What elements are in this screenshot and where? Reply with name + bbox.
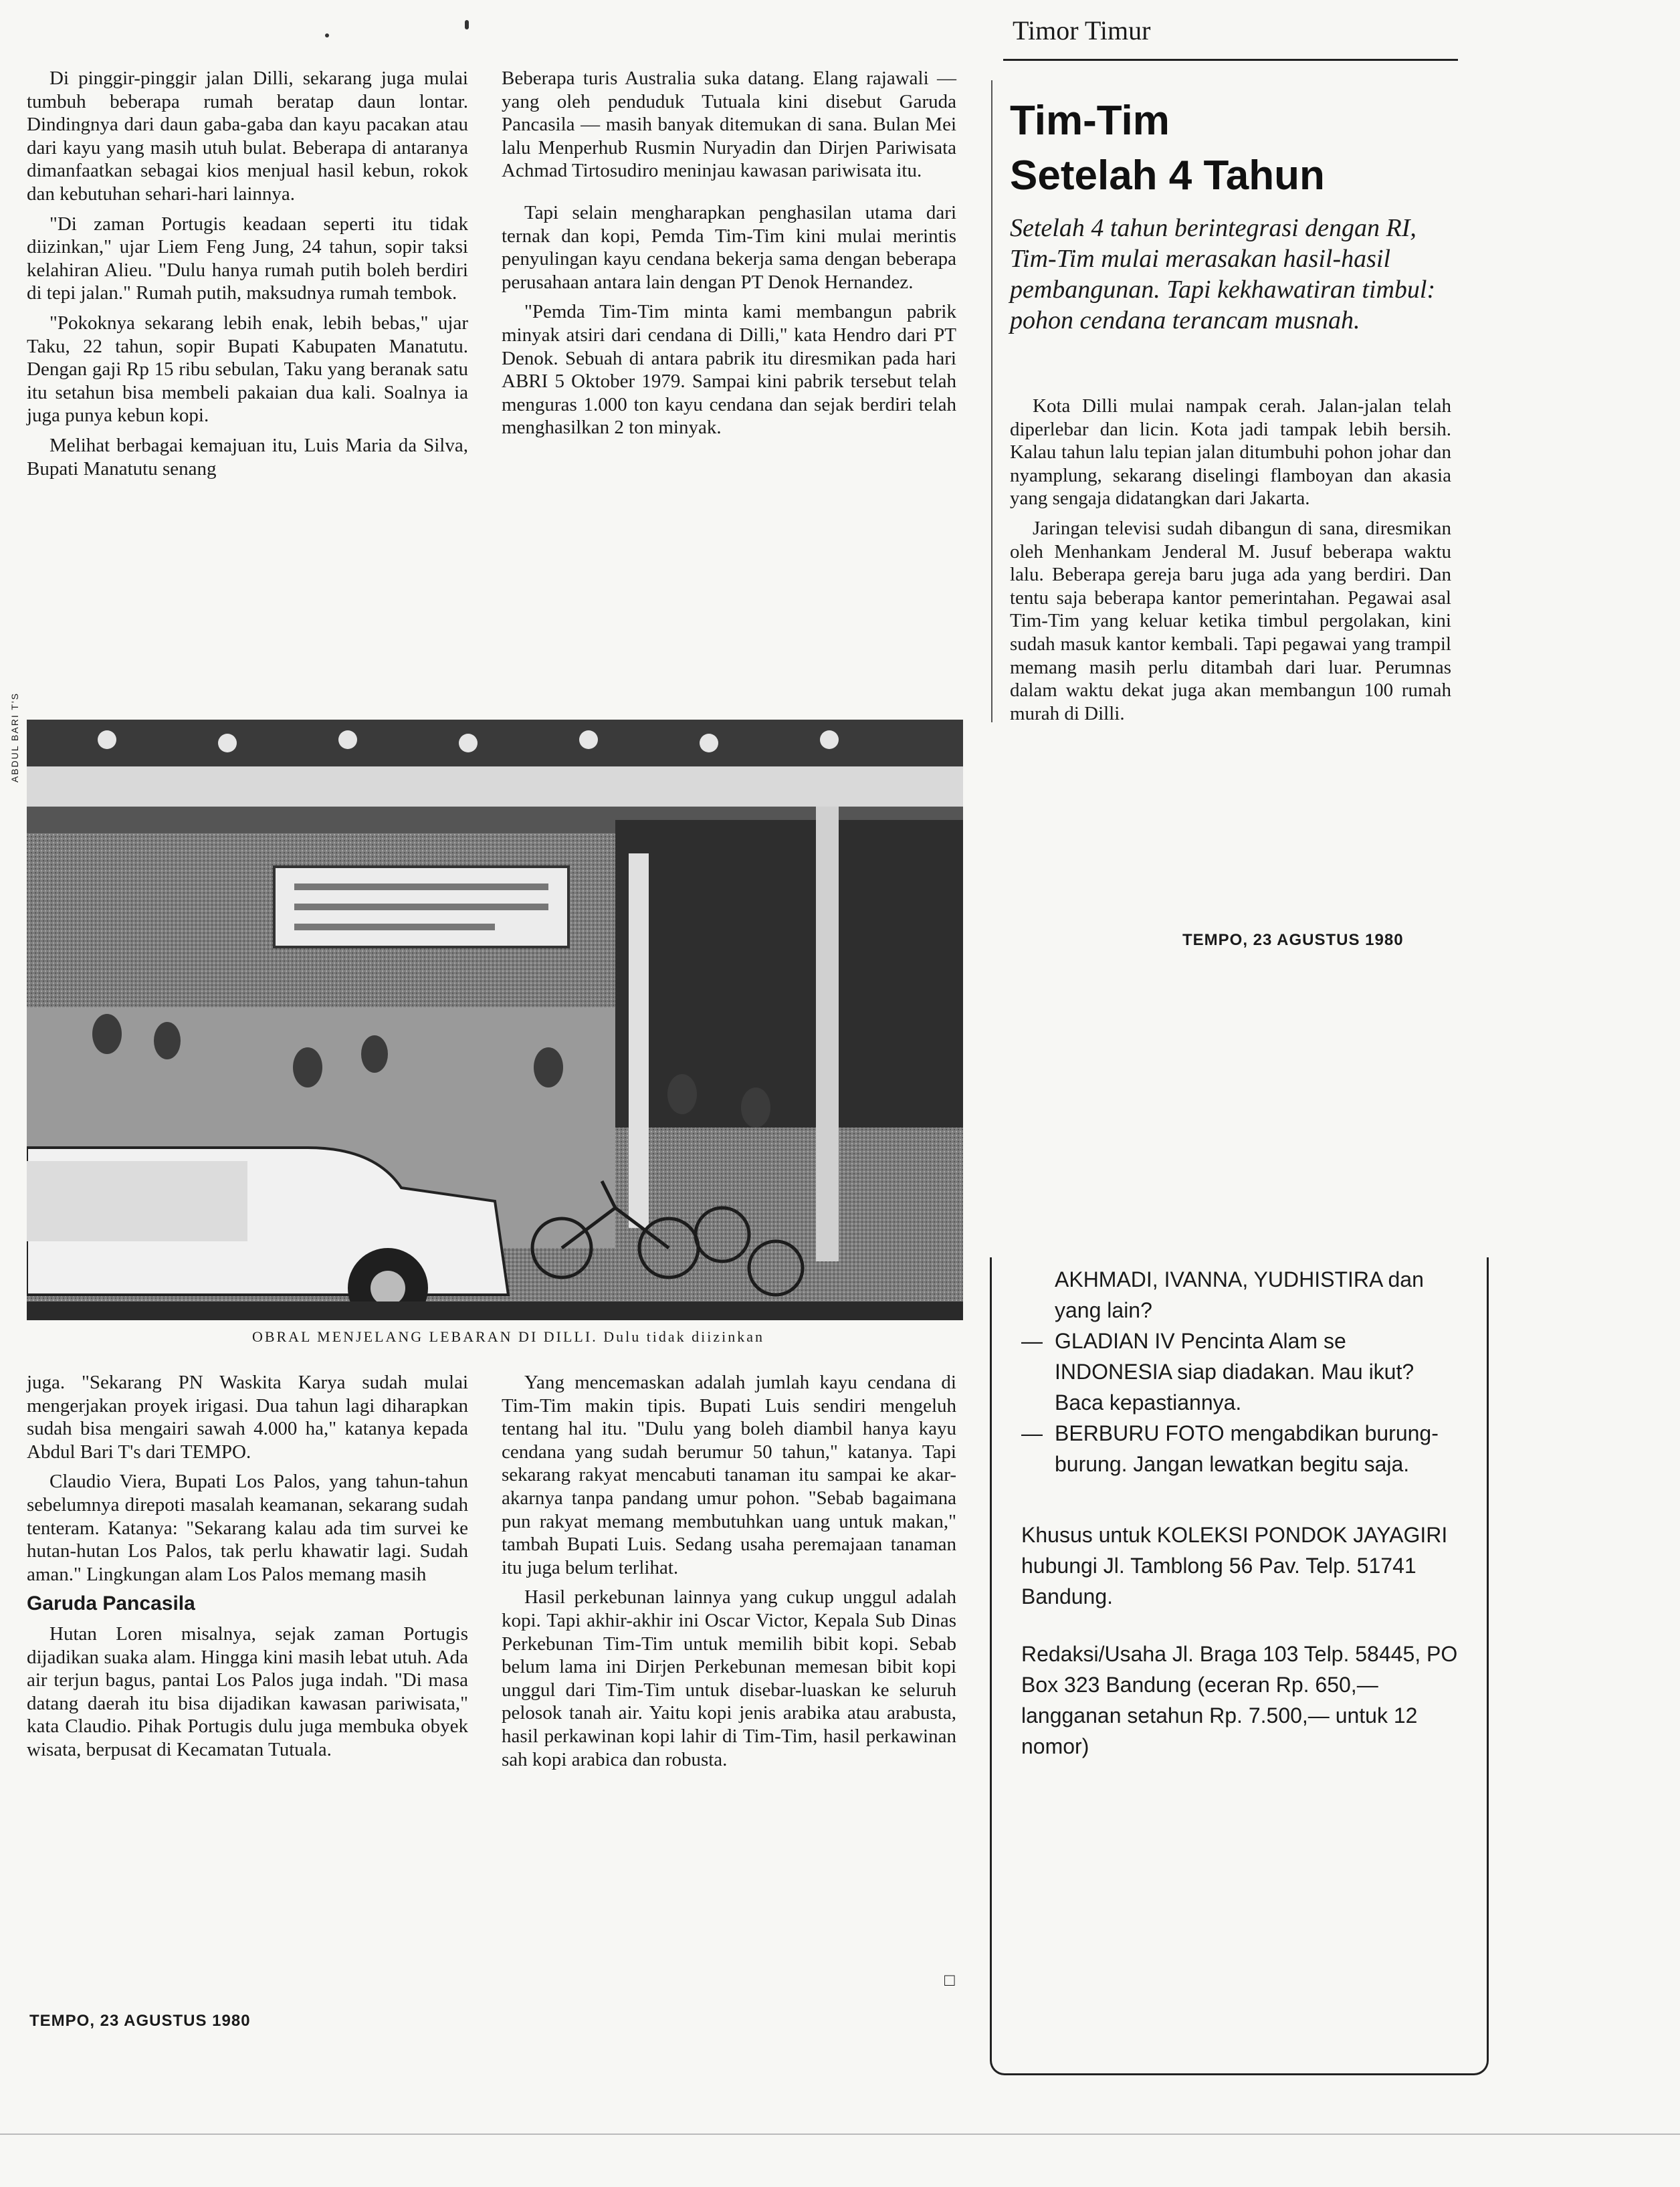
- section-title: Timor Timur: [1013, 15, 1151, 45]
- column-rule: [991, 80, 992, 722]
- paragraph: Hutan Loren misalnya, sejak zaman Portugis dijadikan suaka alam. Hingga kini masih lebat utuh. Ada air terjun bagus, pantai Los Palos juga indah. "Di masa datang daerah itu bisa dijadikan kawasan pariwisata," kata Claudio. Pihak Portugis dulu juga membuka obyek wisata, berpusat di Kecamatan Tutuala.: [27, 1623, 468, 1760]
- fold-line: [0, 2133, 1680, 2135]
- dash-bullet: —: [1021, 1421, 1043, 1445]
- paragraph: Tapi selain mengharapkan penghasilan utama dari ternak dan kopi, Pemda Tim-Tim kini mulai merintis penyulingan kayu cendana bekerja sama dengan beberapa perusahaan antara lain dengan PT Denok Hernandez.: [502, 201, 956, 293]
- lead-paragraph: Setelah 4 tahun berintegrasi dengan RI, Tim-Tim mulai merasakan hasil-hasil pembangunan. Tapi kekhawatiran timbul: pohon cendana terancam musnah.: [1010, 214, 1436, 334]
- end-mark: □: [944, 1970, 955, 1990]
- ad-contact: Khusus untuk KOLEKSI PONDOK JAYAGIRI hubungi Jl. Tamblong 56 Pav. Telp. 51741 Bandung.: [1021, 1523, 1448, 1608]
- paragraph: Yang mencemaskan adalah jumlah kayu cendana di Tim-Tim makin tipis. Bupati Luis sendiri mengeluh tentang hal itu. "Dulu yang boleh diambil hanya kayu cendana yang sudah berumur 50 tahun," katanya. Tapi sekarang rakyat mencabuti tanaman itu sampai ke akar-akarnya tanpa pandang umur pohon. "Sebab bagaimana pun rakyat memang membutuhkan uang untuk makan," tambah Bupati Luis. Sedang usaha peremajaan tanaman itu juga belum terlihat.: [502, 1372, 956, 1578]
- paragraph: juga. "Sekarang PN Waskita Karya sudah mulai mengerjakan proyek irigasi. Dua tahun lagi diharapkan sudah bisa mengairi sawah 4.000 ha," katanya kepada Abdul Bari T's dari TEMPO.: [27, 1372, 468, 1463]
- headline: [1010, 94, 1438, 203]
- paragraph: "Di zaman Portugis keadaan seperti itu tidak diizinkan," ujar Liem Feng Jung, 24 tahun, sopir taksi kelahiran Alieu. "Dulu hanya rumah putih boleh berdiri di tepi jalan." Rumah putih, maksudnya rumah tembok.: [27, 213, 468, 304]
- news-photo: [27, 720, 963, 1320]
- paragraph: "Pokoknya sekarang lebih enak, lebih bebas," ujar Taku, 22 tahun, sopir Bupati Kabupaten Manatutu. Dengan gaji Rp 15 ribu sebulan, Taku yang beranak satu itu setahun bisa membeli pakaian dua kali. Soalnya ia juga punya kebun kopi.: [27, 312, 468, 427]
- column-1-top: [27, 67, 468, 487]
- paragraph: "Pemda Tim-Tim minta kami membangun pabrik minyak atsiri dari cendana di Dilli," kata Hendro dari PT Denok. Sebuah di antara pabrik itu diresmikan pada hari ABRI 5 Oktober 1979. Sampai kini pabrik tersebut telah menguras 1.000 ton kayu cendana dan sejak berdiri telah menghasilkan 2 ton minyak.: [502, 301, 956, 439]
- photo-caption: OBRAL MENJELANG LEBARAN DI DILLI. Dulu tidak diizinkan: [251, 1328, 765, 1345]
- ad-content: [1021, 1264, 1463, 1762]
- print-speck: [465, 20, 469, 29]
- print-speck: [325, 33, 329, 37]
- section-rule: [1003, 59, 1458, 61]
- subheading: Garuda Pancasila: [27, 1592, 195, 1615]
- paragraph: Hasil perkebunan lainnya yang cukup unggul adalah kopi. Tapi akhir-akhir ini Oscar Victor, Kepala Sub Dinas Perkebunan Tim-Tim untuk memilih bibit kopi. Sebab belum lama ini Dirjen Perkebunan memesan bibit kopi unggul dari Tim-Tim untuk disebar-luaskan ke seluruh pelosok tanah air. Yaitu kopi jenis arabika atau arabusta, hasil perkawinan kopi lahir di Tim-Tim, hasil perkawinan sah kopi arabica dan robusta.: [502, 1586, 956, 1770]
- column-1-bottom: [27, 1371, 468, 1768]
- column-2-bottom: [502, 1371, 956, 1778]
- paragraph: Jaringan televisi sudah dibangun di sana, diresmikan oleh Menhankam Jenderal M. Jusuf beberapa waktu lalu. Beberapa gereja baru juga ada yang berdiri. Dan tentu saja beberapa kantor pemerintahan. Pegawai asal Tim-Tim yang keluar ketika timbul pergolakan, kini sudah masuk kantor kembali. Tapi pegawai yang trampil memang masih perlu ditambah dari luar. Perumnas dalam waktu dekat juga akan membangun 100 rumah murah di Dilli.: [1010, 517, 1451, 724]
- paragraph: Di pinggir-pinggir jalan Dilli, sekarang juga mulai tumbuh beberapa rumah beratap daun lontar. Dindingnya dari daun gaba-gaba dan kayu pacakan atau dari kayu yang masih utuh bulat. Beberapa di antaranya dimanfaatkan sebagai kios menjual hasil kebun, rokok dan kebutuhan sehari-hari lainnya.: [27, 68, 468, 205]
- paragraph: Kota Dilli mulai nampak cerah. Jalan-jalan telah diperlebar dan licin. Kota jadi tampak lebih bersih. Kalau tahun lalu tepian jalan ditumbuhi pohon johar dan nyamplung, sekarang diselingi flamboyan dan akasia yang sengaja didatangkan dari Jakarta.: [1010, 395, 1451, 510]
- street-market-illustration: [27, 720, 963, 1320]
- ad-item: [1021, 1418, 1463, 1479]
- ad-redaksi: Redaksi/Usaha Jl. Braga 103 Telp. 58445, PO Box 323 Bandung (eceran Rp. 650,— langganan setahun Rp. 7.500,— untuk 12 nomor): [1021, 1642, 1458, 1758]
- ad-item-text: BERBURU FOTO mengabdikan burung-burung. Jangan lewatkan begitu saja.: [1055, 1421, 1439, 1476]
- photo-credit: ABDUL BARI T'S: [9, 692, 20, 783]
- paragraph: Claudio Viera, Bupati Los Palos, yang tahun-tahun sebelumnya direpoti masalah keamanan, sekarang sudah tenteram. Katanya: "Sekarang kalau ada tim survei ke hutan-hutan Los Palos, tak perlu khawatir lagi. Sudah aman." Lingkungan alam Los Palos memang masih: [27, 1471, 468, 1585]
- headline-line-1: Tim-Tim: [1010, 98, 1170, 144]
- paragraph: Melihat berbagai kemajuan itu, Luis Maria da Silva, Bupati Manatutu senang: [27, 434, 468, 480]
- source-credit-left: TEMPO, 23 AGUSTUS 1980: [29, 2012, 251, 2030]
- ad-item-text: AKHMADI, IVANNA, YUDHISTIRA dan yang lain?: [1055, 1267, 1424, 1322]
- ad-item: [1021, 1264, 1463, 1326]
- ad-item: [1021, 1326, 1463, 1418]
- source-credit-right: TEMPO, 23 AGUSTUS 1980: [1182, 931, 1404, 949]
- column-3-body: [1010, 395, 1451, 732]
- column-2-top: [502, 67, 956, 446]
- paragraph: Beberapa turis Australia suka datang. Elang rajawali — yang oleh penduduk Tutuala kini disebut Garuda Pancasila — masih banyak ditemukan di sana. Bulan Mei lalu Menperhub Rusmin Nuryadin dan Dirjen Pariwisata Achmad Tirtosudiro meninjau kawasan pariwisata itu.: [502, 68, 956, 182]
- advertisement-box: [990, 1257, 1489, 2075]
- ad-item-text: GLADIAN IV Pencinta Alam se INDONESIA siap diadakan. Mau ikut? Baca kepastiannya.: [1055, 1329, 1414, 1415]
- headline-line-2: Setelah 4 Tahun: [1010, 152, 1325, 199]
- dash-bullet: —: [1021, 1329, 1043, 1353]
